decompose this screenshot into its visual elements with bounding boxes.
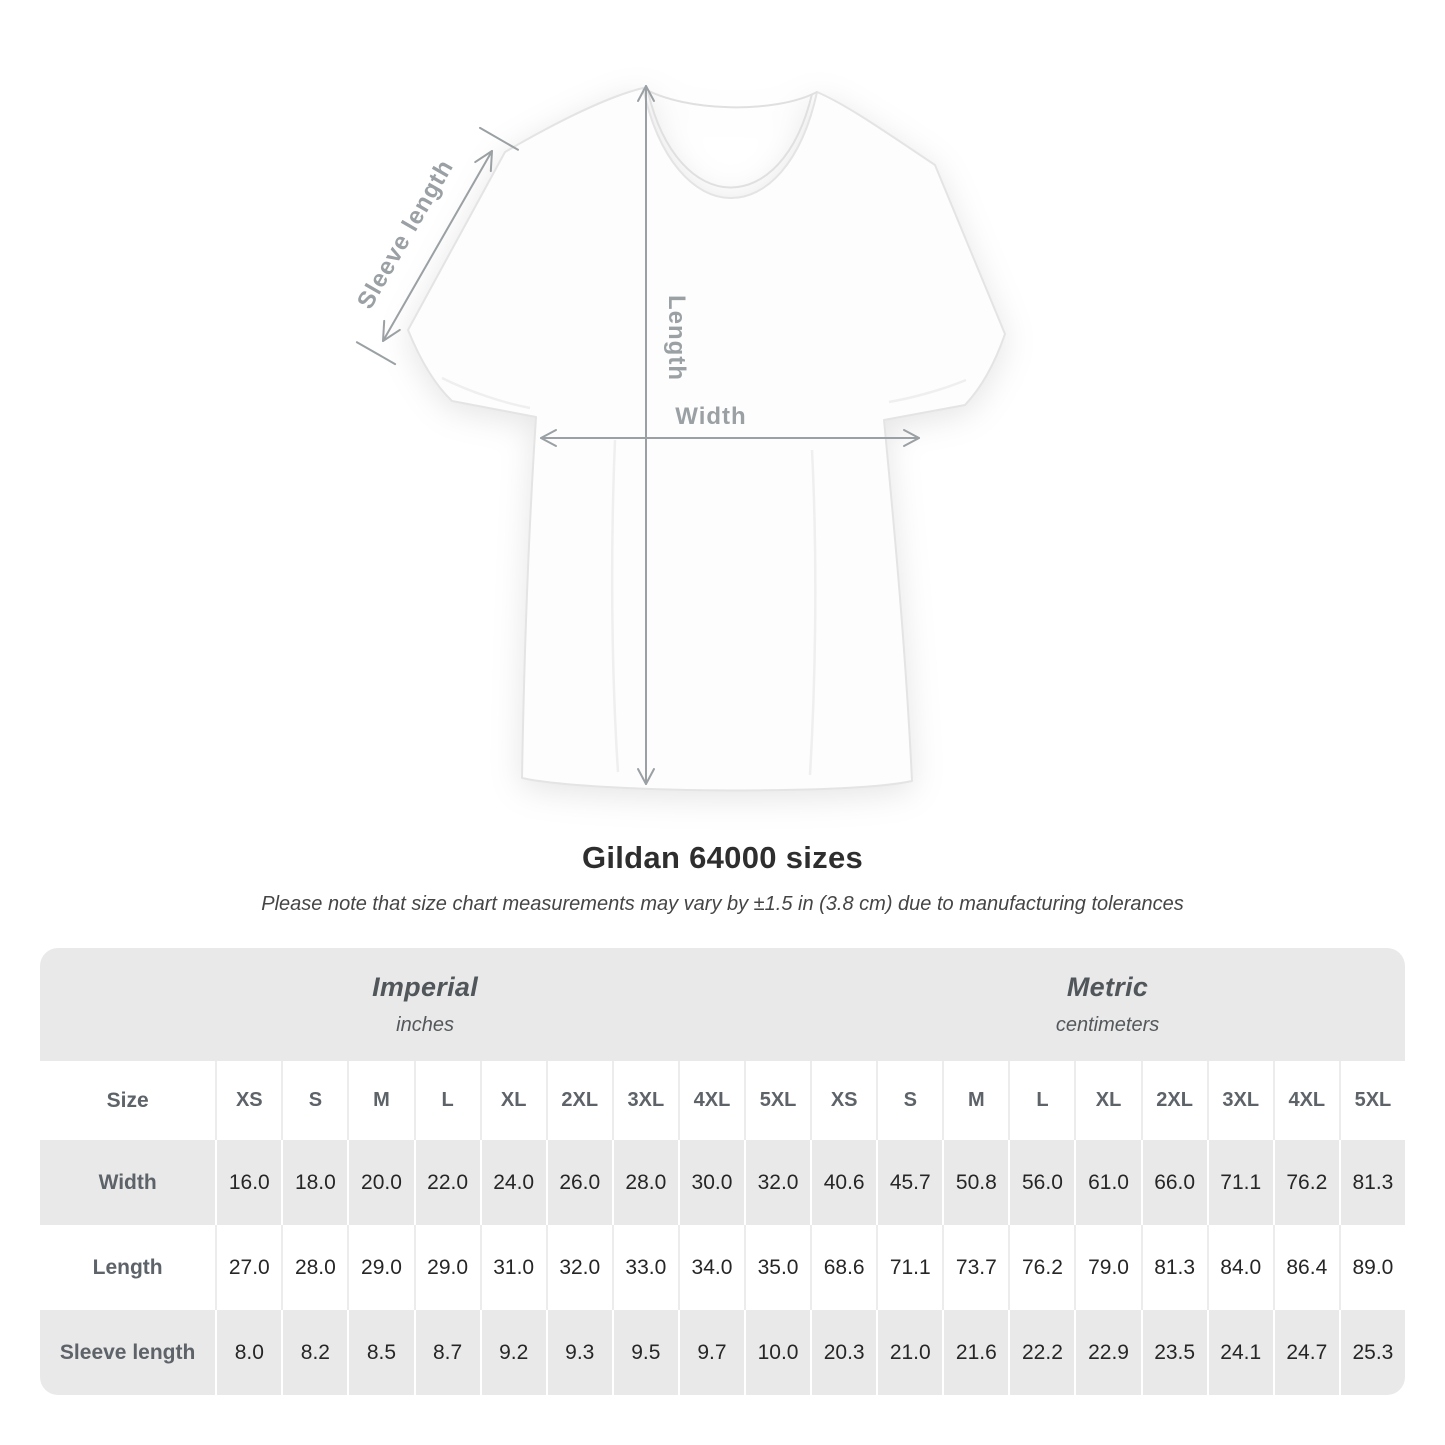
cell-metric-xl: 61.0	[1074, 1140, 1140, 1225]
cell-metric-l: 56.0	[1008, 1140, 1074, 1225]
cell-imperial-5xl: 32.0	[744, 1140, 810, 1225]
cell-metric-4xl: 86.4	[1273, 1225, 1339, 1310]
cell-imperial-3xl: 28.0	[612, 1140, 678, 1225]
size-header-imperial-4xl: 4XL	[678, 1061, 744, 1140]
size-header-metric-xl: XL	[1074, 1061, 1140, 1140]
cell-metric-xl: 22.9	[1074, 1310, 1140, 1395]
cell-metric-l: 76.2	[1008, 1225, 1074, 1310]
cell-metric-m: 50.8	[942, 1140, 1008, 1225]
size-header-metric-3xl: 3XL	[1207, 1061, 1273, 1140]
sleeve-length-label: Sleeve length	[351, 154, 460, 314]
cell-imperial-xs: 27.0	[215, 1225, 281, 1310]
cell-imperial-s: 8.2	[281, 1310, 347, 1395]
size-header-row	[40, 1061, 1405, 1140]
row-label: Width	[40, 1140, 215, 1225]
cell-imperial-4xl: 9.7	[678, 1310, 744, 1395]
cell-metric-xl: 79.0	[1074, 1225, 1140, 1310]
cell-imperial-xs: 16.0	[215, 1140, 281, 1225]
cell-metric-2xl: 66.0	[1141, 1140, 1207, 1225]
row-sleeve-length	[40, 1310, 1405, 1395]
size-header-metric-l: L	[1008, 1061, 1074, 1140]
cell-imperial-4xl: 34.0	[678, 1225, 744, 1310]
size-header-metric-5xl: 5XL	[1339, 1061, 1405, 1140]
cell-metric-xs: 20.3	[810, 1310, 876, 1395]
cell-metric-3xl: 71.1	[1207, 1140, 1273, 1225]
size-header-imperial-xs: XS	[215, 1061, 281, 1140]
cell-metric-s: 45.7	[876, 1140, 942, 1225]
imperial-sublabel: inches	[396, 1014, 454, 1036]
collar-back-line	[643, 88, 817, 107]
cell-metric-s: 21.0	[876, 1310, 942, 1395]
cell-metric-4xl: 24.7	[1273, 1310, 1339, 1395]
cell-imperial-2xl: 9.3	[546, 1310, 612, 1395]
cell-metric-5xl: 81.3	[1339, 1140, 1405, 1225]
size-header-imperial-3xl: 3XL	[612, 1061, 678, 1140]
size-header-imperial-m: M	[347, 1061, 413, 1140]
cell-imperial-3xl: 33.0	[612, 1225, 678, 1310]
row-label: Length	[40, 1225, 215, 1310]
size-header-imperial-xl: XL	[480, 1061, 546, 1140]
cell-metric-5xl: 25.3	[1339, 1310, 1405, 1395]
cell-metric-5xl: 89.0	[1339, 1225, 1405, 1310]
cell-imperial-3xl: 9.5	[612, 1310, 678, 1395]
length-label: Length	[663, 295, 690, 381]
size-header-imperial-5xl: 5XL	[744, 1061, 810, 1140]
size-header-metric-2xl: 2XL	[1141, 1061, 1207, 1140]
cell-metric-l: 22.2	[1008, 1310, 1074, 1395]
imperial-label: Imperial	[372, 972, 479, 1002]
row-label: Sleeve length	[40, 1310, 215, 1395]
size-header-imperial-s: S	[281, 1061, 347, 1140]
size-chart-card	[40, 948, 1405, 1395]
imperial-group-header	[40, 948, 810, 1061]
cell-imperial-m: 8.5	[347, 1310, 413, 1395]
size-header-imperial-l: L	[414, 1061, 480, 1140]
cell-metric-xs: 40.6	[810, 1140, 876, 1225]
size-corner-label: Size	[40, 1061, 215, 1140]
metric-group-header	[810, 948, 1405, 1061]
size-header-metric-m: M	[942, 1061, 1008, 1140]
cell-metric-2xl: 81.3	[1141, 1225, 1207, 1310]
cell-imperial-m: 20.0	[347, 1140, 413, 1225]
width-label: Width	[675, 403, 747, 430]
cell-imperial-l: 22.0	[414, 1140, 480, 1225]
cell-imperial-2xl: 26.0	[546, 1140, 612, 1225]
cell-imperial-xl: 9.2	[480, 1310, 546, 1395]
metric-sublabel: centimeters	[1055, 1014, 1160, 1036]
cell-imperial-4xl: 30.0	[678, 1140, 744, 1225]
cell-imperial-5xl: 35.0	[744, 1225, 810, 1310]
cell-metric-4xl: 76.2	[1273, 1140, 1339, 1225]
cell-imperial-s: 28.0	[281, 1225, 347, 1310]
cell-imperial-5xl: 10.0	[744, 1310, 810, 1395]
size-header-metric-xs: XS	[810, 1061, 876, 1140]
cell-metric-xs: 68.6	[810, 1225, 876, 1310]
cell-imperial-s: 18.0	[281, 1140, 347, 1225]
cell-imperial-xl: 31.0	[480, 1225, 546, 1310]
cell-metric-m: 73.7	[942, 1225, 1008, 1310]
cell-imperial-l: 8.7	[414, 1310, 480, 1395]
size-header-metric-4xl: 4XL	[1273, 1061, 1339, 1140]
cell-imperial-l: 29.0	[414, 1225, 480, 1310]
row-width	[40, 1140, 1405, 1225]
cell-metric-m: 21.6	[942, 1310, 1008, 1395]
cell-imperial-xl: 24.0	[480, 1140, 546, 1225]
size-table	[40, 948, 1405, 1395]
cell-metric-2xl: 23.5	[1141, 1310, 1207, 1395]
metric-label: Metric	[1066, 972, 1149, 1002]
cell-metric-s: 71.1	[876, 1225, 942, 1310]
cell-metric-3xl: 84.0	[1207, 1225, 1273, 1310]
cell-imperial-xs: 8.0	[215, 1310, 281, 1395]
tolerance-note: Please note that size chart measurements may vary by ±1.5 in (3.8 cm) due to manufacturing tolerances	[261, 893, 1184, 915]
row-length	[40, 1225, 1405, 1310]
page-title: Gildan 64000 sizes	[581, 840, 864, 875]
size-header-imperial-2xl: 2XL	[546, 1061, 612, 1140]
cell-metric-3xl: 24.1	[1207, 1310, 1273, 1395]
cell-imperial-2xl: 32.0	[546, 1225, 612, 1310]
cell-imperial-m: 29.0	[347, 1225, 413, 1310]
size-header-metric-s: S	[876, 1061, 942, 1140]
units-header-row	[40, 948, 1405, 1061]
